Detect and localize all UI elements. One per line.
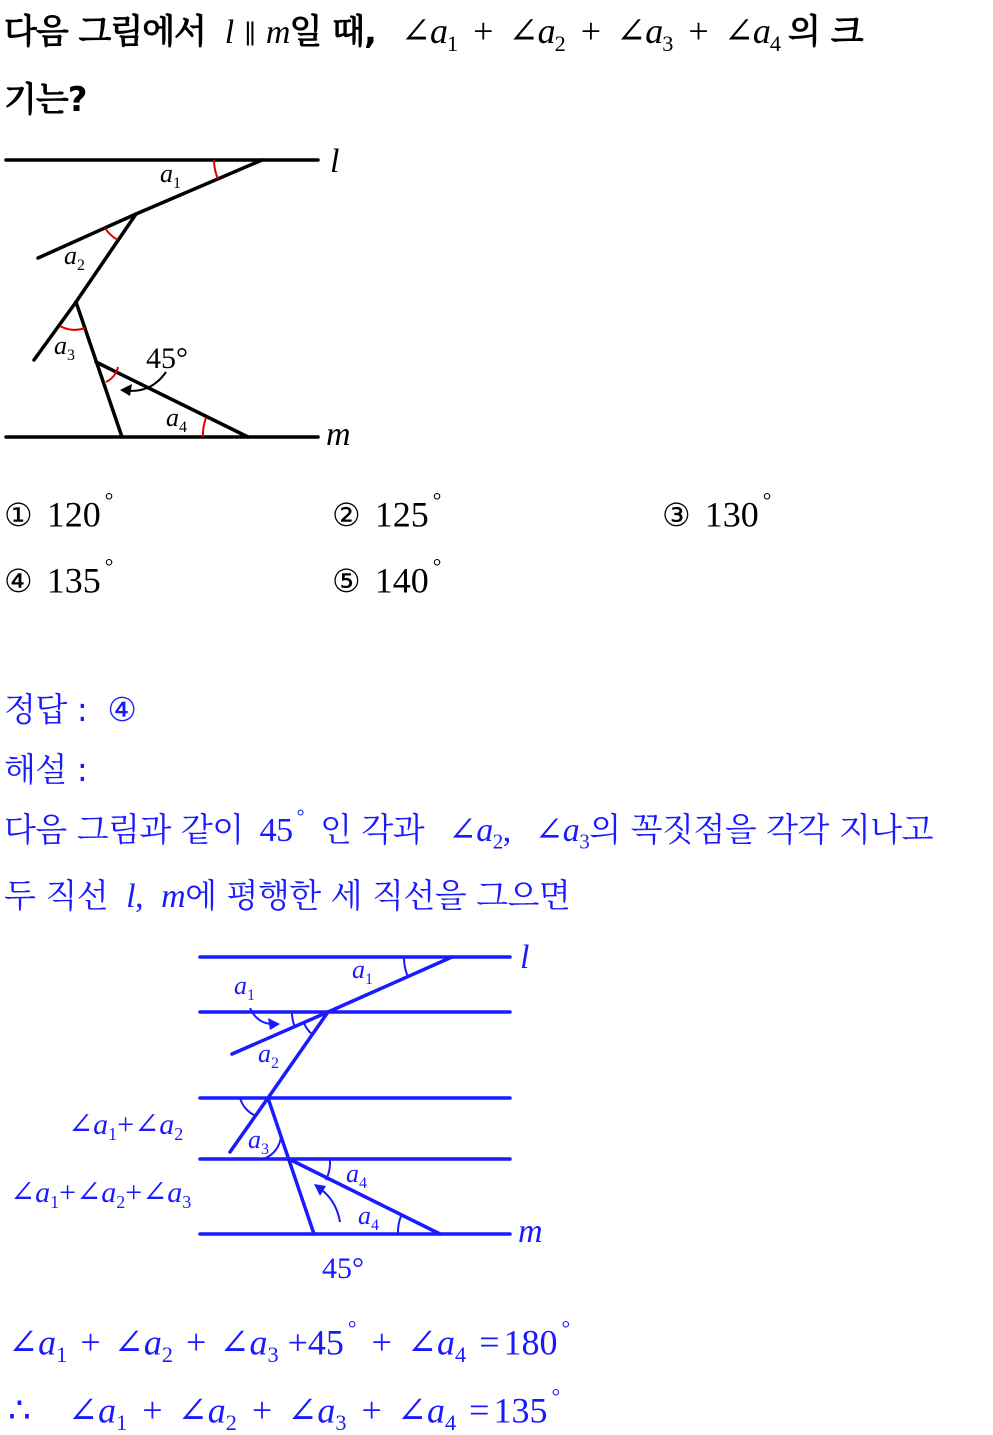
label-a3: $a_3$ (248, 1125, 269, 1158)
term-var: a (752, 11, 770, 51)
explanation-text-5: 에 평행한 세 직선을 그으면 (185, 876, 571, 915)
explanation-label-text: 해설 : (4, 750, 88, 789)
label-a2: $a_2$ (258, 1039, 279, 1072)
term-sub: 4 (445, 1410, 457, 1435)
label-l: l (520, 939, 530, 976)
label-a1: $a_1$ (160, 159, 181, 192)
explanation-text-2: 인 각과 (320, 810, 425, 849)
degree-sign: ° (347, 1316, 357, 1340)
option-value: 125 (374, 494, 429, 535)
parallel-symbol: ∥ (244, 20, 256, 49)
option-4[interactable] (4, 554, 113, 601)
term-sub: 2 (225, 1410, 237, 1435)
angle-symbol: ∠ (396, 1390, 427, 1431)
label-a1-copy: $a_1$ (234, 971, 255, 1004)
arc-a2 (105, 228, 118, 240)
option-value: 135 (46, 560, 101, 601)
degree-sign: ° (762, 488, 772, 512)
var-l: l (126, 878, 136, 915)
arc-a4 (203, 418, 206, 437)
label-a2: $a_2$ (64, 241, 85, 274)
arc-a4-top (326, 1159, 330, 1180)
term-sub: 1 (116, 1410, 128, 1435)
label-a3: $a_3$ (54, 331, 75, 364)
option-number: ③ (662, 496, 691, 535)
explanation-line-2 (4, 870, 570, 917)
angle-symbol: ∠ (287, 1390, 318, 1431)
option-5[interactable] (332, 554, 441, 601)
label-45-degree: 45° (322, 1252, 364, 1285)
arrow-head (268, 1018, 280, 1030)
equation-1 (8, 1316, 571, 1368)
angle-symbol: ∠ (113, 1322, 144, 1363)
answer-label: 정답 : (4, 690, 88, 729)
angle-symbol: ∠ (616, 11, 646, 51)
degree-sign: ° (104, 488, 114, 512)
label-m: m (326, 416, 351, 453)
sum-expression (400, 11, 788, 56)
figure-2-diagram (0, 930, 580, 1290)
label-45-degree: 45° (146, 342, 188, 375)
angle-45-value: 45 (259, 812, 293, 849)
segment-1 (328, 957, 452, 1012)
label-a4: $a_4$ (166, 403, 187, 436)
question-line-1 (4, 4, 863, 56)
explanation-text-1: 다음 그림과 같이 (4, 810, 244, 849)
plus-sign: + (142, 1390, 163, 1431)
term-sub: 3 (267, 1342, 279, 1368)
angle-symbol: ∠ (400, 11, 430, 51)
angle-symbol: ∠ (8, 1322, 39, 1363)
question-line-2 (4, 72, 86, 121)
angle-symbol: ∠ (219, 1322, 250, 1363)
plus-sign: + (688, 11, 708, 51)
question-text-4: 기는? (4, 80, 87, 120)
var-m: m (161, 878, 186, 915)
plus-sign: + (287, 1322, 308, 1363)
explanation-line-1 (4, 804, 934, 854)
arc-a1-top (404, 957, 408, 977)
degree-sign: ° (551, 1384, 561, 1408)
answer-value: ④ (107, 690, 137, 729)
term-var: a (207, 1390, 226, 1431)
term-sub: 4 (455, 1342, 467, 1368)
angle-symbol: ∠ (508, 11, 538, 51)
plus-sign: + (251, 1390, 273, 1431)
degree-sign: ° (432, 554, 442, 578)
equals-sign: = (479, 1322, 500, 1363)
angle-symbol: ∠ (67, 1390, 99, 1431)
value-180: 180 (503, 1322, 558, 1363)
degree-sign: ° (432, 488, 442, 512)
plus-sign: + (371, 1322, 392, 1363)
term-sub: 4 (769, 30, 781, 56)
degree-sign: ° (561, 1316, 571, 1340)
term-sub: 2 (554, 30, 565, 56)
option-number: ④ (4, 562, 33, 601)
therefore-symbol: ∴ (8, 1390, 31, 1431)
explanation-label (4, 744, 87, 791)
plus-sign: + (361, 1390, 382, 1431)
answer-line (4, 684, 136, 731)
question-text: 다음 그림에서 (4, 12, 206, 52)
label-a1-top: $a_1$ (352, 955, 373, 988)
equals-sign: = (469, 1390, 490, 1431)
value-135: 135 (493, 1390, 548, 1431)
arc-a2 (304, 1023, 312, 1034)
arc-a3 (60, 326, 85, 330)
term-var: a (427, 1390, 445, 1431)
term-var: a (429, 11, 447, 51)
option-1[interactable] (4, 488, 113, 535)
plus-sign: + (185, 1322, 207, 1363)
arc-a4-bottom (398, 1216, 401, 1234)
term-sub: 3 (662, 30, 673, 56)
option-number: ① (4, 496, 33, 535)
value-45: 45 (307, 1322, 344, 1363)
segment-5 (268, 1098, 314, 1234)
term-var: a (537, 11, 555, 51)
term-sub: 2 (161, 1342, 173, 1368)
plus-sign: + (473, 11, 493, 51)
angle-symbol: ∠ (177, 1390, 208, 1431)
term-var: a (645, 11, 663, 51)
comma: , (135, 878, 144, 915)
term-var: a (38, 1322, 57, 1363)
figure-1-diagram (0, 140, 380, 460)
degree-sign: ° (104, 554, 114, 578)
term-var: a (143, 1322, 162, 1363)
degree-sign: ° (296, 806, 305, 829)
angle-a2: $\angle a_2$, (448, 812, 511, 854)
plus-sign: + (80, 1322, 101, 1363)
option-3[interactable] (662, 488, 771, 535)
label-m: m (518, 1213, 543, 1250)
term-sub: 1 (446, 30, 458, 56)
option-number: ② (332, 496, 361, 535)
term-sub: 1 (56, 1342, 68, 1368)
option-value: 130 (704, 494, 759, 535)
option-2[interactable] (332, 488, 441, 535)
arrow-head (120, 384, 132, 396)
question-text-2: 일 때, (289, 12, 376, 52)
var-m: m (265, 14, 290, 51)
arrow-head (314, 1184, 326, 1196)
explanation-text-4: 두 직선 (4, 876, 109, 915)
angle-symbol: ∠ (723, 11, 753, 51)
arc-a1-copy (292, 1012, 295, 1027)
option-number: ⑤ (332, 562, 361, 601)
term-sub: 3 (335, 1410, 347, 1435)
var-l: l (224, 14, 234, 51)
option-value: 140 (374, 560, 429, 601)
angle-a3: $\angle a_3$ (534, 812, 590, 854)
label-l: l (330, 143, 340, 180)
question-text-3: 의 크 (788, 12, 863, 52)
segment-1 (136, 160, 262, 214)
label-a4-top: $a_4$ (346, 1159, 367, 1192)
explanation-text-3: 의 꼭짓점을 각각 지나고 (589, 810, 934, 849)
option-value: 120 (46, 494, 101, 535)
label-sum-a1-a2-a3: $\angle a_1+\angle a_2+\angle a_3$ (10, 1176, 192, 1212)
label-sum-a1-a2: $\angle a_1+\angle a_2$ (68, 1108, 184, 1144)
term-var: a (98, 1390, 117, 1431)
label-a4-bottom: $a_4$ (358, 1201, 379, 1234)
angle-symbol: ∠ (406, 1322, 438, 1363)
term-var: a (249, 1322, 268, 1363)
arc-a1 (214, 160, 218, 179)
equation-2 (8, 1384, 561, 1435)
term-var: a (317, 1390, 336, 1431)
arc-sum12 (240, 1098, 256, 1116)
term-var: a (437, 1322, 456, 1363)
plus-sign: + (580, 11, 601, 51)
